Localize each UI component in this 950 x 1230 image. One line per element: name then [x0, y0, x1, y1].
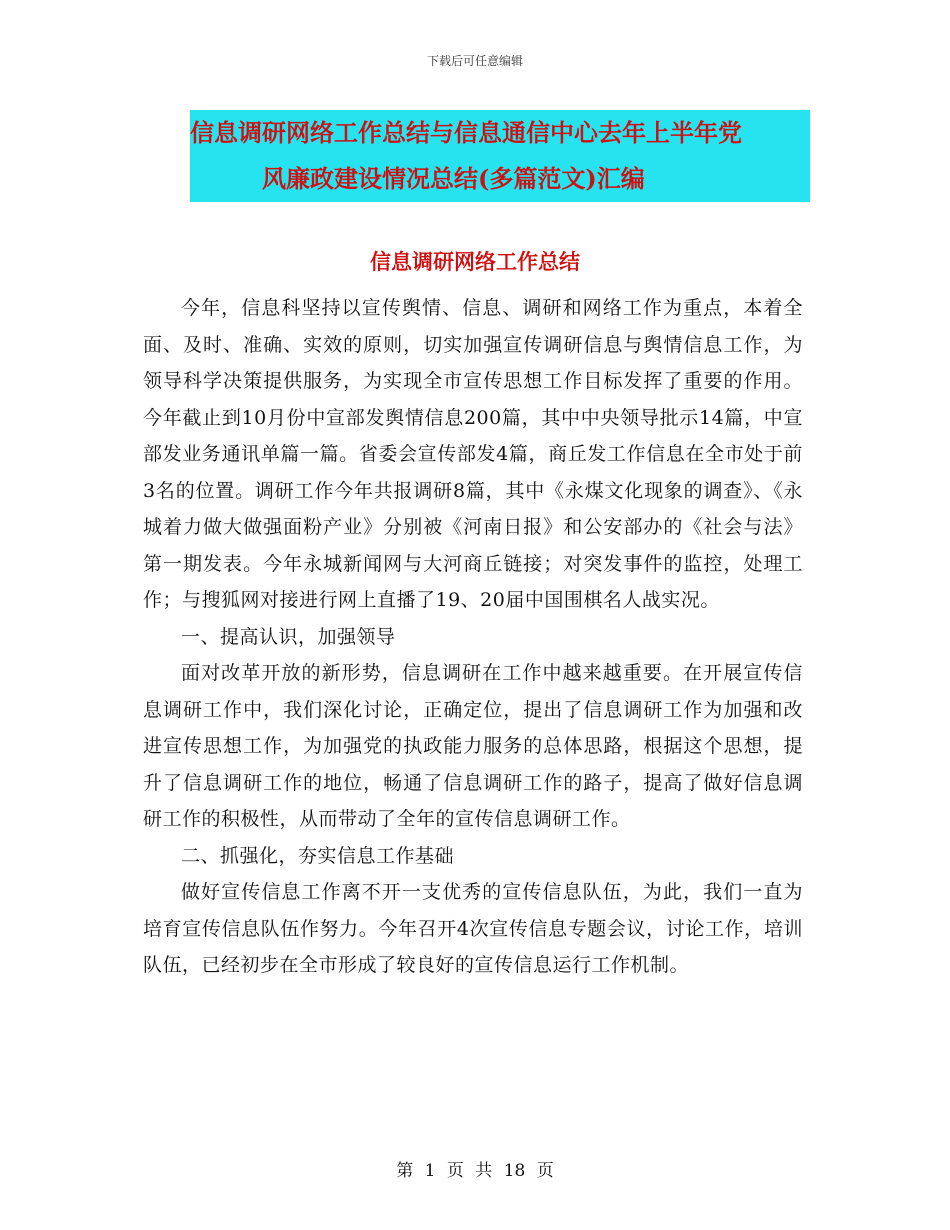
page-header-note: 下载后可任意编辑 [426, 54, 523, 68]
paragraph-section-1: 面对改革开放的新形势，信息调研在工作中越来越重要。在开展宣传信息调研工作中，我们深化讨论，正确定位，提出了信息调研工作为加强和改进宣传思想工作，为加强党的执政能力服务的总体思路，根据这个思想，提升了信息调研工作的地位，畅通了信息调研工作的路子，提高了做好信息调研工作的积极性，从而带动了全年的宣传信息调研工作。 [143, 662, 803, 830]
document-body [143, 290, 803, 984]
heading-section-1: 一、提高认识，加强领导 [181, 625, 396, 648]
title-line-2-text: 风廉政建设情况总结(多篇范文)汇编 [262, 164, 645, 193]
document-title-line-2 [190, 156, 810, 202]
paragraph-intro: 今年，信息科坚持以宣传舆情、信息、调研和网络工作为重点，本着全面、及时、准确、实效的原则，切实加强宣传调研信息与舆情信息工作，为领导科学决策提供服务，为实现全市宣传思想工作目标发挥了重要的作用。今年截止到10月份中宣部发舆情信息200篇，其中中央领导批示14篇，中宣部发业务通讯单篇一篇。省委会宣传部发4篇，商丘发工作信息在全市处于前3名的位置。调研工作今年共报调研8篇，其中《永煤文化现象的调查》、《永城着力做大做强面粉产业》分别被《河南日报》和公安部办的《社会与法》第一期发表。今年永城新闻网与大河商丘链接；对突发事件的监控，处理工作；与搜狐网对接进行网上直播了19、20届中国围棋名人战实况。 [143, 297, 803, 611]
section-title: 信息调研网络工作总结 [370, 249, 580, 274]
document-title [190, 110, 810, 202]
heading-section-2: 二、抓强化，夯实信息工作基础 [181, 844, 455, 867]
paragraph-section-2: 做好宣传信息工作离不开一支优秀的宣传信息队伍，为此，我们一直为培育宣传信息队伍作努力。今年召开4次宣传信息专题会议，讨论工作，培训队伍，已经初步在全市形成了较良好的宣传信息运行工作机制。 [143, 881, 803, 976]
title-line-1-text: 信息调研网络工作总结与信息通信中心去年上半年党 [190, 118, 742, 147]
document-title-line-1 [190, 110, 810, 156]
page-footer-number: 第 1 页 共 18 页 [396, 1161, 554, 1181]
